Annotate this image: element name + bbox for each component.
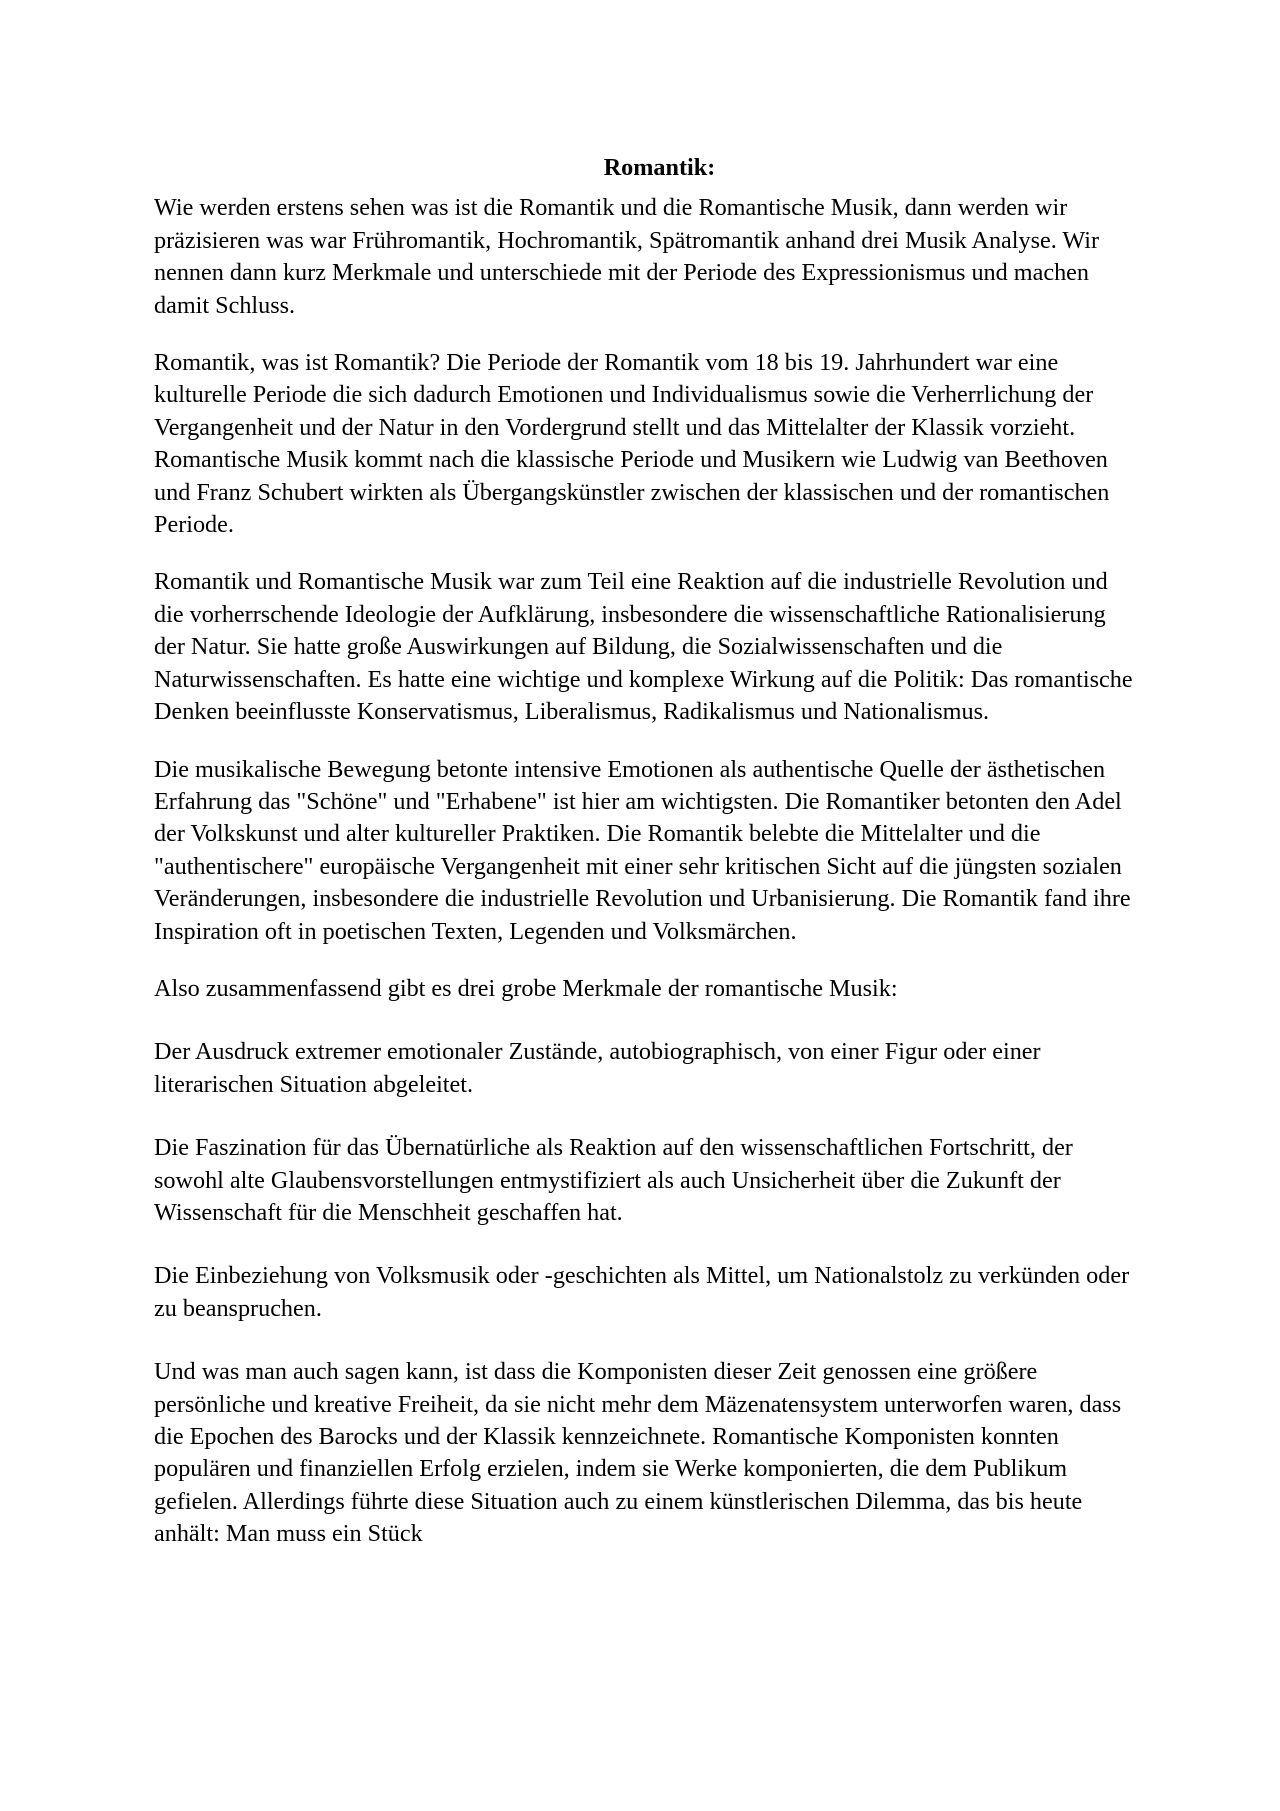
paragraph-feature-emotion: Der Ausdruck extremer emotionaler Zustände, autobiographisch, von einer Figur oder einer literarischen Situation abgeleitet.	[154, 1038, 1041, 1098]
paragraph-musical-movement: Die musikalische Bewegung betonte intensive Emotionen als authentische Quelle der ästhetischen Erfahrung das "Schöne" und "Erhabene" ist hier am wichtigsten. Die Romantiker betonten den Adel der Volkskunst und alter kultureller Praktiken. Die Romantik belebte die Mittelalter und die "authentischere" europäische Vergangenheit mit einer sehr kritischen Sicht auf die jüngsten sozialen Veränderungen, insbesondere die industrielle Revolution und Urbanisierung. Die Romantik fand ihre Inspiration oft in poetischen Texten, Legenden und Volksmärchen.	[154, 755, 1131, 945]
paragraph-feature-supernatural: Die Faszination für das Übernatürliche als Reaktion auf den wissenschaftlichen Fortschritt, der sowohl alte Glaubensvorstellungen entmystifiziert als auch Unsicherheit über die Zukunft der Wissenschaft für die Menschheit geschaffen hat.	[154, 1134, 1073, 1226]
paragraph-feature-folk-music: Die Einbeziehung von Volksmusik oder -geschichten als Mittel, um Nationalstolz zu verkünden oder zu beanspruchen.	[154, 1262, 1130, 1322]
paragraph-reaction-industrial-revolution: Romantik und Romantische Musik war zum Teil eine Reaktion auf die industrielle Revolution und die vorherrschende Ideologie der Aufklärung, insbesondere die wissenschaftliche Rationalisierung der Natur. Sie hatte große Auswirkungen auf Bildung, die Sozialwissenschaften und die Naturwissenschaften. Es hatte eine wichtige und komplexe Wirkung auf die Politik: Das romantische Denken beeinflusste Konservatismus, Liberalismus, Radikalismus und Nationalismus.	[154, 568, 1133, 726]
document-body	[154, 152, 1139, 1576]
paragraph-introduction: Wie werden erstens sehen was ist die Romantik und die Romantische Musik, dann werden wir präzisieren was war Frühromantik, Hochromantik, Spätromantik anhand drei Musik Analyse. Wir nennen dann kurz Merkmale und unterschiede mit der Periode des Expressionismus und machen damit Schluss.	[154, 194, 1100, 319]
paragraph-summary-intro: Also zusammenfassend gibt es drei grobe Merkmale der romantische Musik:	[154, 974, 898, 1002]
paragraph-composer-freedom: Und was man auch sagen kann, ist dass die Komponisten dieser Zeit genossen eine größere persönliche und kreative Freiheit, da sie nicht mehr dem Mäzenatensystem unterworfen waren, dass die Epochen des Barocks und der Klassik kennzeichnete. Romantische Komponisten konnten populären und finanziellen Erfolg erzielen, indem sie Werke komponierten, die dem Publikum gefielen. Allerdings führte diese Situation auch zu einem künstlerischen Dilemma, das bis heute anhält: Man muss ein Stück	[154, 1358, 1122, 1548]
paragraph-what-is-romanticism: Romantik, was ist Romantik? Die Periode der Romantik vom 18 bis 19. Jahrhundert war eine kulturelle Periode die sich dadurch Emotionen und Individualismus sowie die Verherrlichung der Vergangenheit und der Natur in den Vordergrund stellt und das Mittelalter der Klassik vorzieht. Romantische Musik kommt nach die klassische Periode und Musikern wie Ludwig van Beethoven und Franz Schubert wirkten als Übergangskünstler zwischen der klassischen und der romantischen Periode.	[154, 349, 1110, 539]
document-title: Romantik:	[603, 154, 716, 181]
